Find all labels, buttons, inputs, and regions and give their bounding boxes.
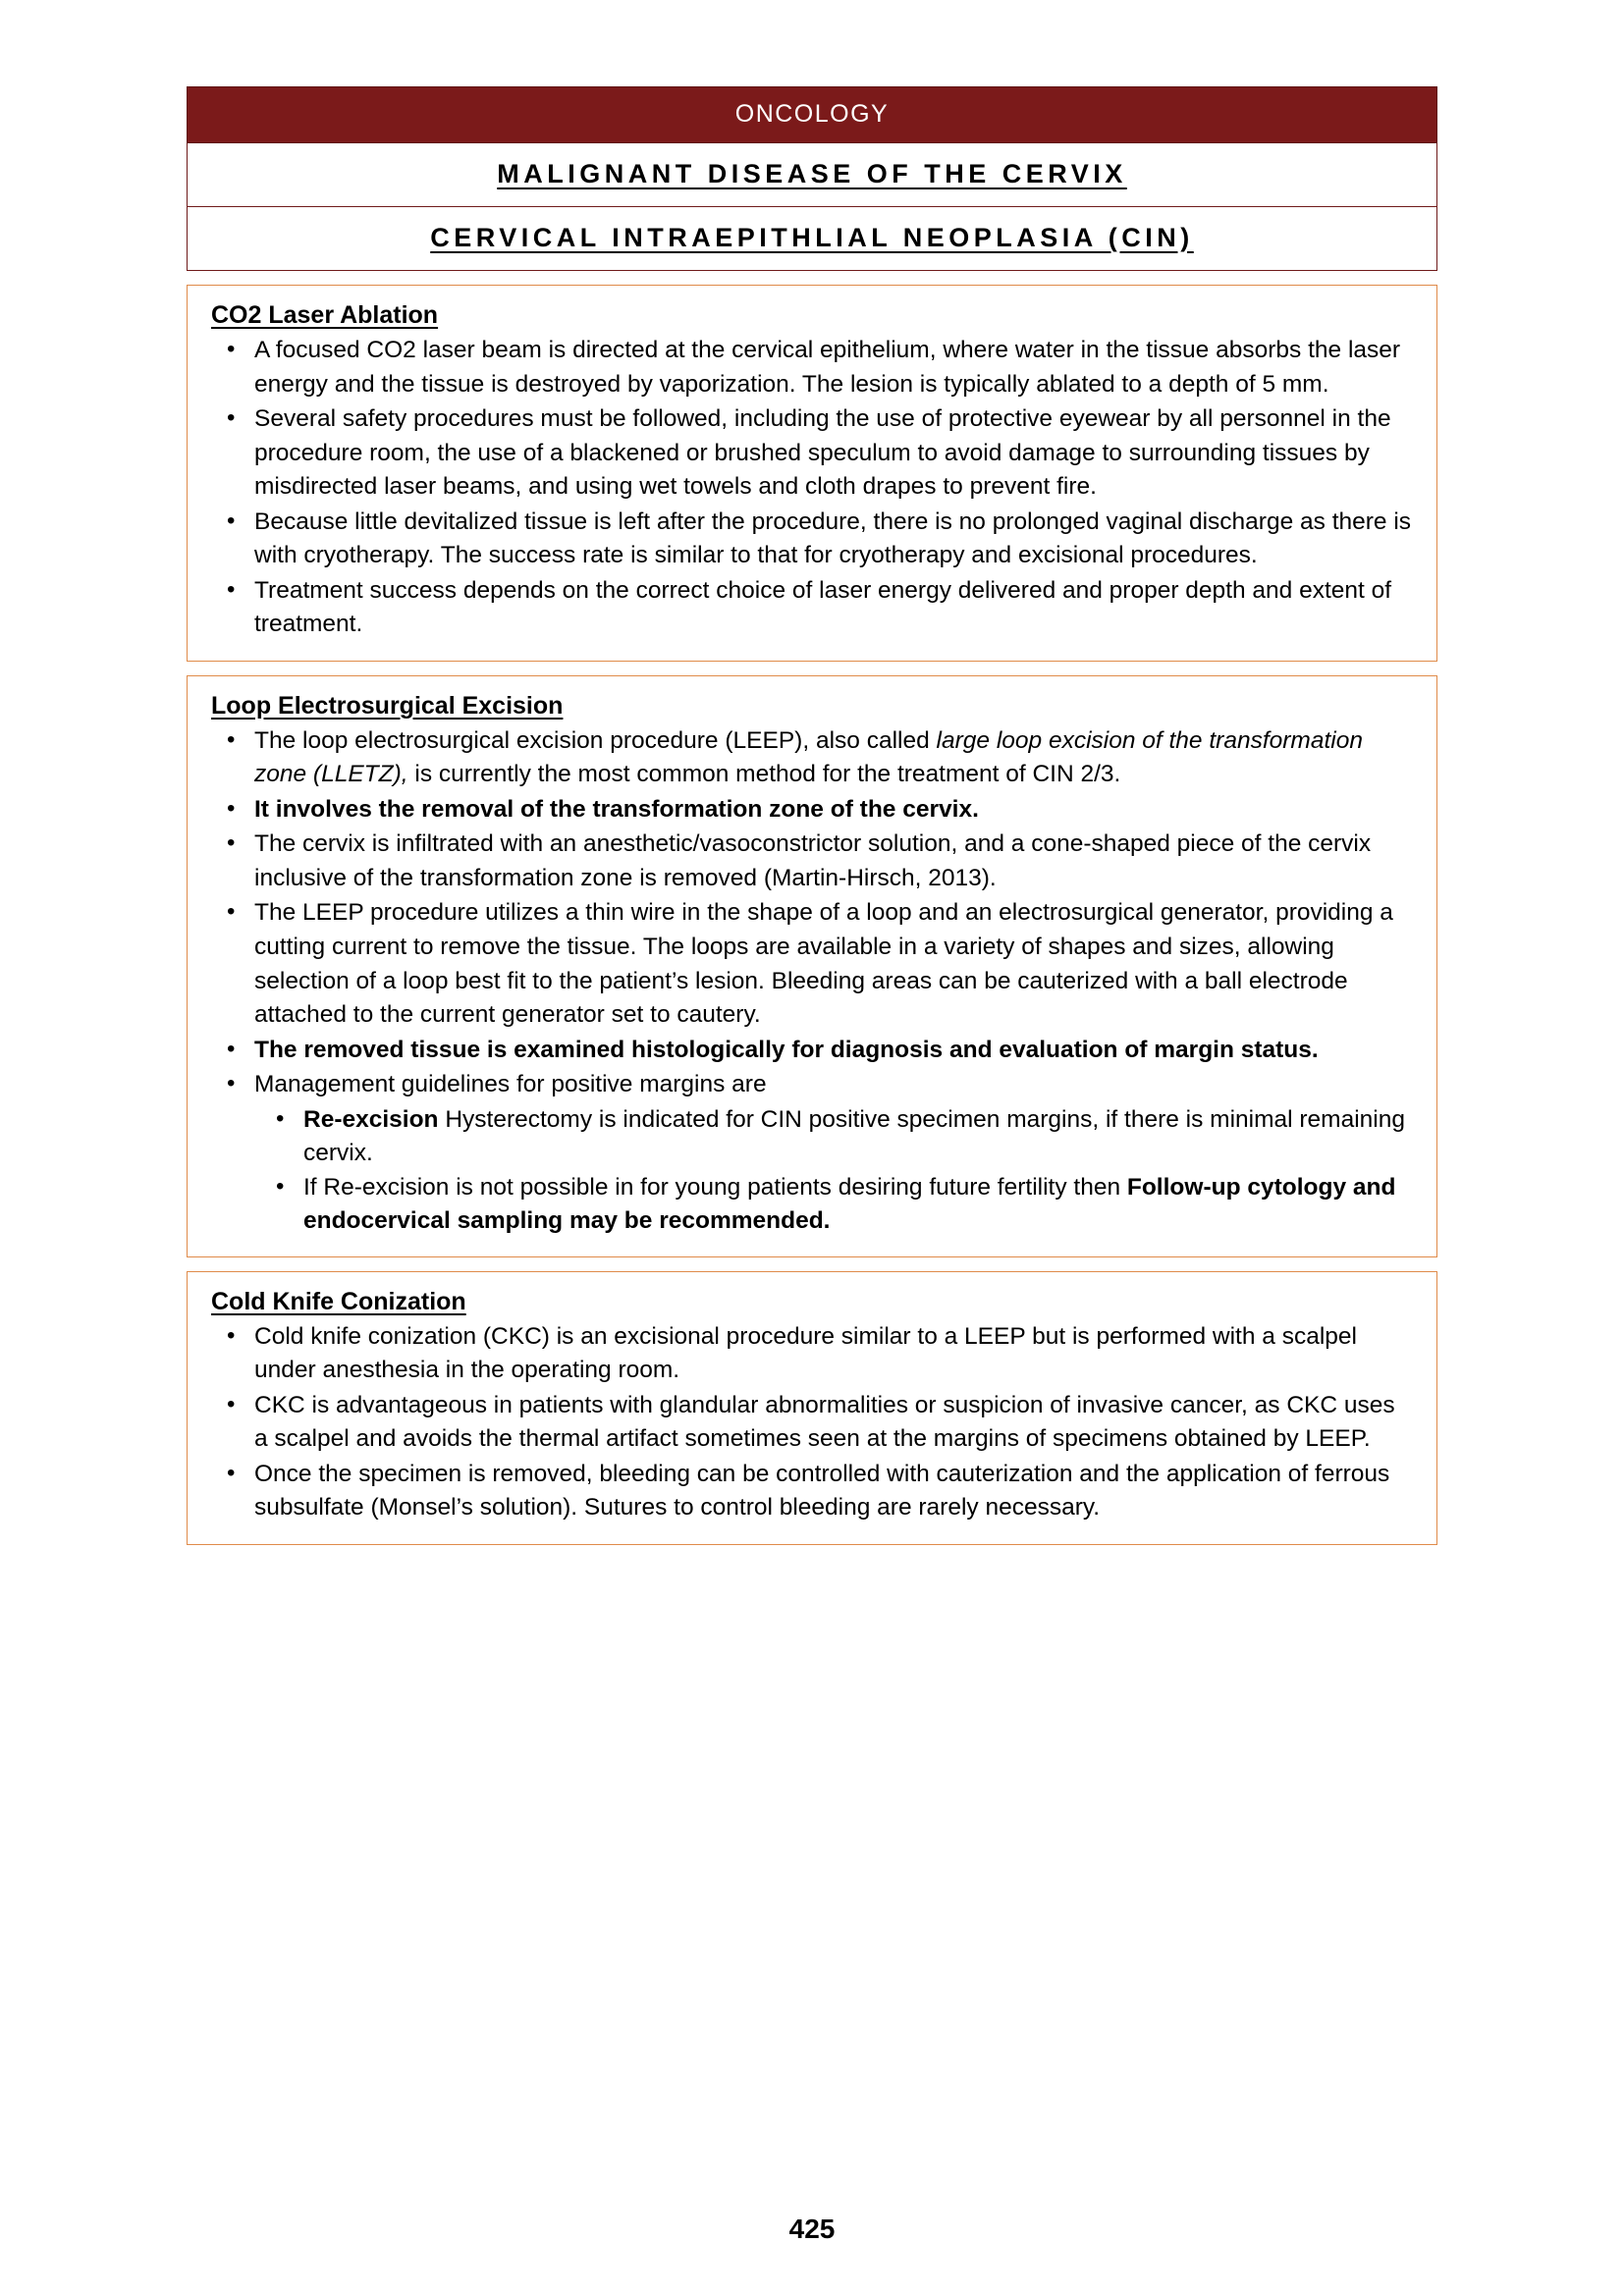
section-banner (187, 86, 1437, 143)
list-item-text-plain: The loop electrosurgical excision procedure (LEEP), also called (254, 726, 937, 754)
list-item-text-strong: It involves the removal of the transformation zone of the cervix. (254, 795, 979, 823)
bullet-list (209, 1320, 1415, 1525)
list-item (209, 1034, 1415, 1068)
sub-list-item-text-strong: Follow-up cytology and endocervical sampling may be recommended. (303, 1173, 1396, 1235)
list-item: • Cold knife conization (CKC) is an excisional procedure similar to a LEEP but is performed with a scalpel under anesthesia in the operating room. (209, 1320, 1415, 1388)
section-card-cold-knife-conization (187, 1271, 1437, 1545)
sub-list-item-text: Hysterectomy is indicated for CIN positive specimen margins, if there is minimal remaining cervix. (303, 1105, 1405, 1167)
section-heading: Cold Knife Conization (211, 1287, 466, 1315)
sub-list-item-text: If Re-excision is not possible in for young patients desiring future fertility then (303, 1173, 1127, 1201)
list-item-text-strong: The removed tissue is examined histologically for diagnosis and evaluation of margin status. (254, 1036, 1319, 1063)
section-card-loop-electrosurgical-excision (187, 675, 1437, 1257)
list-item: • Once the specimen is removed, bleeding can be controlled with cauterization and the application of ferrous subsulfate (Monsel’s solution). Sutures to control bleeding are rarely necessary. (209, 1458, 1415, 1525)
section-heading: CO2 Laser Ablation (211, 301, 439, 329)
list-item: • The cervix is infiltrated with an anesthetic/vasoconstrictor solution, and a cone-shaped piece of the cervix inclusive of the transformation zone is removed (Martin-Hirsch, 2013). (209, 828, 1415, 895)
list-item (260, 1171, 1415, 1239)
banner-label: ONCOLOGY (734, 100, 890, 128)
bullet-list (209, 334, 1415, 642)
list-item (260, 1103, 1415, 1171)
sub-bullet-list (209, 1103, 1415, 1239)
section-card-co2-laser-ablation (187, 285, 1437, 662)
list-item: • Management guidelines for positive margins are (209, 1068, 1415, 1102)
page-title: MALIGNANT DISEASE OF THE CERVIX (497, 159, 1127, 188)
list-item-text-emphasis: large loop excision of the transformation zone (LLETZ), (254, 726, 1363, 788)
sub-list-item-term: Re-excision (303, 1105, 439, 1133)
list-item: • Because little devitalized tissue is left after the procedure, there is no prolonged vaginal discharge as there is with cryotherapy. The success rate is similar to that for cryotherapy and excisional procedures. (209, 506, 1415, 573)
list-item (209, 793, 1415, 828)
document-subtitle-box (187, 207, 1437, 271)
list-item: • A focused CO2 laser beam is directed at the cervical epithelium, where water in the tissue absorbs the laser energy and the tissue is destroyed by vaporization. The lesion is typically ablated to a depth of 5 mm. (209, 334, 1415, 401)
list-item: • Several safety procedures must be followed, including the use of protective eyewear by all personnel in the procedure room, the use of a blackened or brushed speculum to avoid damage to surrounding tissues by misdirected laser beams, and using wet towels and cloth drapes to prevent fire. (209, 402, 1415, 505)
list-item: • The LEEP procedure utilizes a thin wire in the shape of a loop and an electrosurgical generator, providing a cutting current to remove the tissue. The loops are available in a variety of shapes and sizes, allowing selection of a loop best fit to the patient’s lesion. Bleeding areas can be cauterized with a ball electrode attached to the current generator set to cautery. (209, 896, 1415, 1032)
list-item: • Treatment success depends on the correct choice of laser energy delivered and proper depth and extent of treatment. (209, 574, 1415, 642)
list-item (209, 724, 1415, 792)
page-subtitle: CERVICAL INTRAEPITHLIAL NEOPLASIA (CIN) (430, 223, 1194, 252)
list-item: • CKC is advantageous in patients with glandular abnormalities or suspicion of invasive cancer, as CKC uses a scalpel and avoids the thermal artifact sometimes seen at the margins of specimens obtained by LEEP. (209, 1389, 1415, 1457)
page-number: 425 (788, 2214, 836, 2244)
bullet-list (209, 724, 1415, 1102)
document-title-box (187, 143, 1437, 207)
list-item-text-plain: is currently the most common method for the treatment of CIN 2/3. (407, 761, 1121, 788)
section-heading: Loop Electrosurgical Excision (211, 691, 564, 720)
